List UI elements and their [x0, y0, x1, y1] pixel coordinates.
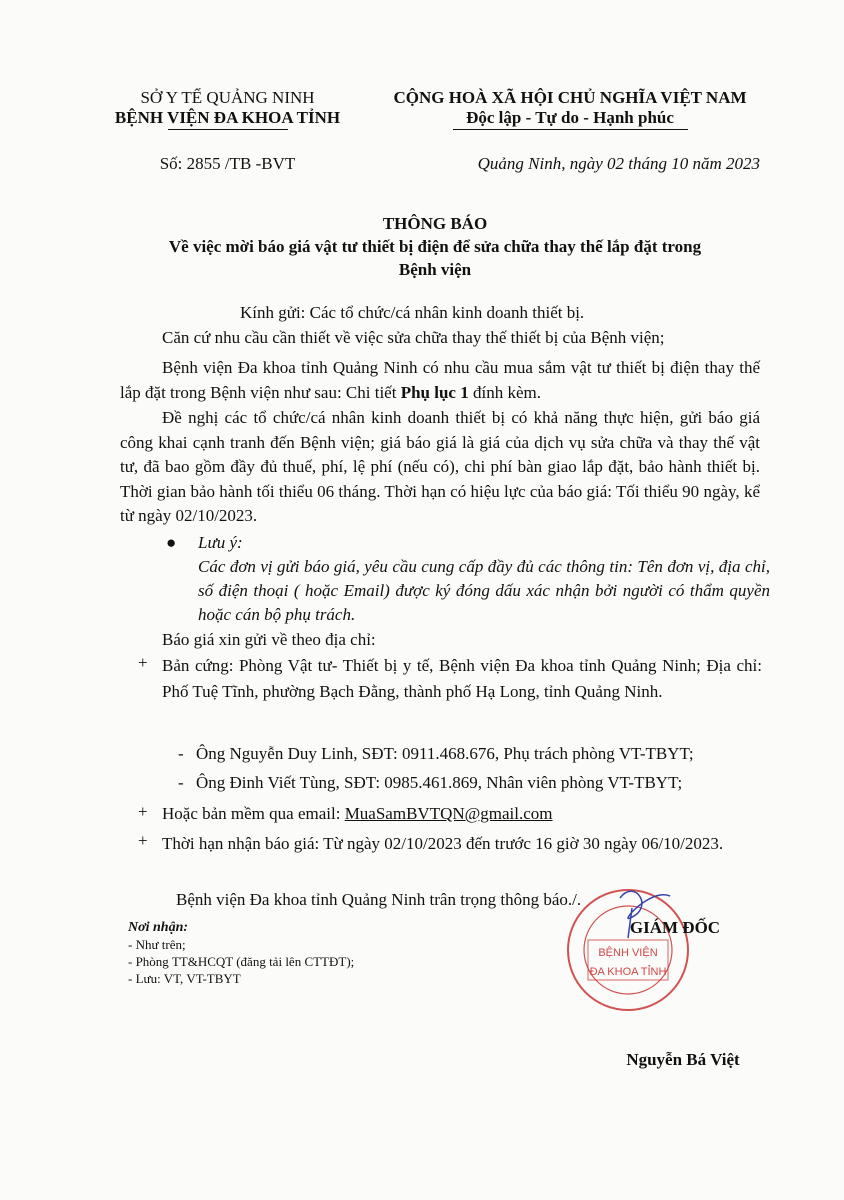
recipient-item: - Như trên;	[128, 937, 186, 952]
document-subject-line1: Về việc mời báo giá vật tư thiết bị điện để sửa chữa thay thế lắp đặt trong	[168, 237, 702, 256]
contact-2: Ông Đinh Viết Tùng, SĐT: 0985.461.869, Nhân viên phòng VT-TBYT;	[196, 773, 683, 792]
note-text: Các đơn vị gửi báo giá, yêu cầu cung cấp đầy đủ các thông tin: Tên đơn vị, địa chỉ, số điện thoại ( hoặc Email) được ký đóng dấu xác nhận bởi người có thẩm quyền hoặc cán bộ phụ trách.	[198, 557, 770, 624]
recipients-block	[128, 919, 378, 987]
para2-end: đính kèm.	[468, 382, 541, 402]
plus-marker: +	[138, 653, 148, 672]
dash-marker: -	[178, 773, 184, 792]
stamp-text-line2: ĐA KHOA TỈNH	[589, 966, 667, 978]
paragraph-basis: Căn cứ nhu cầu cần thiết về việc sửa chữa thay thế thiết bị của Bệnh viện;	[162, 328, 665, 347]
official-stamp	[560, 878, 700, 1018]
send-to-label: Báo giá xin gửi về theo địa chỉ:	[162, 630, 376, 649]
softcopy-label: Hoặc bản mềm qua email:	[162, 804, 345, 823]
national-motto: Độc lập - Tự do - Hạnh phúc	[466, 108, 674, 127]
issuer-block	[95, 88, 360, 174]
plus-marker: +	[138, 831, 148, 850]
title-block	[95, 212, 775, 281]
bullet-icon: ●	[166, 533, 177, 552]
appendix-ref: Phụ lục 1	[400, 382, 469, 402]
stamp-text-line1: BỆNH VIỆN	[598, 947, 658, 959]
document-title: THÔNG BÁO	[382, 214, 488, 233]
softcopy-line	[162, 802, 762, 827]
document-subject-line2: Bệnh viện	[398, 260, 472, 279]
issuer-underline	[168, 129, 288, 130]
para2-text: Bệnh viện Đa khoa tỉnh Quảng Ninh có nhu cầu mua sắm vật tư thiết bị điện thay thế lắp đặt trong Bệnh viện như sau: Chi tiết	[120, 358, 760, 402]
place-date: Quảng Ninh, ngày 02 tháng 10 năm 2023	[477, 154, 760, 173]
paragraph-request: Đề nghị các tổ chức/cá nhân kinh doanh thiết bị có khả năng thực hiện, gửi báo giá công khai cạnh tranh đến Bệnh viện; giá báo giá là giá của dịch vụ sửa chữa và thay thế vật tư, đã bao gồm đầy đủ thuế, phí, lệ phí (nếu có), chi phí bàn giao lắp đặt, bảo hành thiết bị. Thời gian bảo hành tối thiểu 06 tháng. Thời hạn có hiệu lực của báo giá: Tối thiểu 90 ngày, kể từ ngày 02/10/2023.	[120, 408, 760, 525]
closing-line: Bệnh viện Đa khoa tỉnh Quảng Ninh trân trọng thông báo./.	[176, 890, 582, 909]
national-heading	[370, 88, 770, 174]
note-label: Lưu ý:	[198, 533, 243, 552]
issuer-parent: SỞ Y TẾ QUẢNG NINH	[140, 88, 315, 107]
signer-title: GIÁM ĐỐC	[629, 918, 721, 937]
recipients-label: Nơi nhận:	[128, 920, 189, 935]
issuer-name: BỆNH VIỆN ĐA KHOA TỈNH	[114, 108, 341, 127]
deadline: Thời hạn nhận báo giá: Từ ngày 02/10/2023 đến trước 16 giờ 30 ngày 06/10/2023.	[162, 834, 724, 853]
recipient-item: - Lưu: VT, VT-TBYT	[128, 971, 241, 986]
contact-1: Ông Nguyễn Duy Linh, SĐT: 0911.468.676, Phụ trách phòng VT-TBYT;	[196, 744, 694, 763]
recipient-item: - Phòng TT&HCQT (đăng tải lên CTTĐT);	[128, 954, 355, 969]
country-name: CỘNG HOÀ XÃ HỘI CHỦ NGHĨA VIỆT NAM	[393, 88, 747, 107]
dash-marker: -	[178, 744, 184, 763]
signer-name: Nguyễn Bá Việt	[626, 1050, 740, 1069]
paragraph-need	[120, 356, 760, 405]
motto-underline	[453, 129, 688, 130]
email-link[interactable]: MuaSamBVTQN@gmail.com	[344, 804, 553, 823]
note-bullet	[166, 531, 770, 627]
document-number: Số: 2855 /TB -BVT	[159, 154, 296, 173]
salutation: Kính gửi: Các tổ chức/cá nhân kinh doanh thiết bị.	[240, 303, 585, 322]
plus-marker: +	[138, 802, 148, 821]
hardcopy-address: Bản cứng: Phòng Vật tư- Thiết bị y tế, Bệnh viện Đa khoa tỉnh Quảng Ninh; Địa chỉ: Phố Tuệ Tĩnh, phường Bạch Đằng, thành phố Hạ Long, tỉnh Quảng Ninh.	[162, 656, 762, 701]
